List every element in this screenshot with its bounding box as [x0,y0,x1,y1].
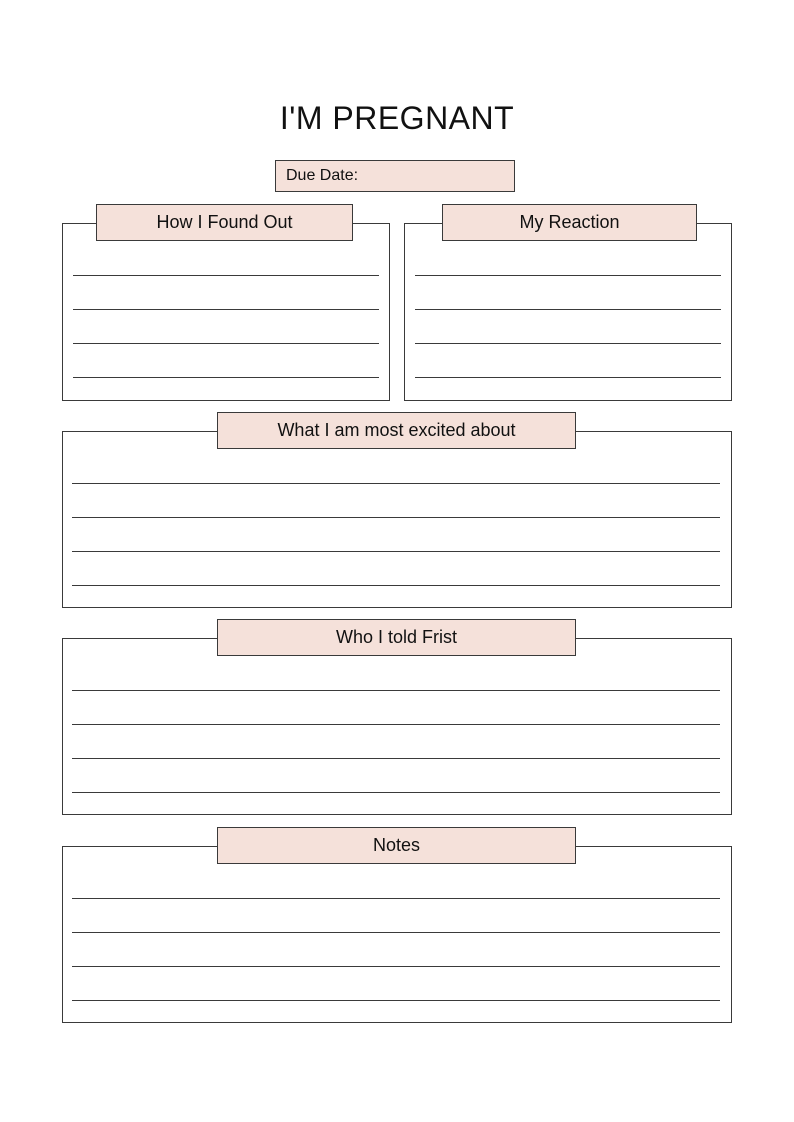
notes-header [217,827,576,864]
who-told-first-label: Who I told Frist [335,627,458,647]
how-found-out-header [96,204,353,241]
writing-line[interactable] [72,551,720,552]
writing-line[interactable] [415,377,721,378]
due-date-label: Due Date: [286,167,359,184]
writing-line[interactable] [72,932,720,933]
writing-line[interactable] [73,309,379,310]
writing-line[interactable] [72,966,720,967]
page-title: I'M PREGNANT [279,100,515,136]
writing-line[interactable] [72,724,720,725]
writing-line[interactable] [415,275,721,276]
notes-box [62,846,732,1023]
writing-line[interactable] [73,377,379,378]
writing-line[interactable] [415,309,721,310]
writing-line[interactable] [72,758,720,759]
writing-line[interactable] [72,483,720,484]
my-reaction-header [442,204,697,241]
my-reaction-label: My Reaction [519,212,620,232]
writing-line[interactable] [72,585,720,586]
most-excited-label: What I am most excited about [277,420,516,440]
who-told-first-box [62,638,732,815]
writing-line[interactable] [415,343,721,344]
writing-line[interactable] [72,517,720,518]
most-excited-box [62,431,732,608]
writing-line[interactable] [72,690,720,691]
writing-line[interactable] [72,792,720,793]
who-told-first-header [217,619,576,656]
my-reaction-box [404,223,732,401]
most-excited-header [217,412,576,449]
notes-label: Notes [372,835,421,855]
due-date-field[interactable] [275,160,515,192]
how-found-out-box [62,223,390,401]
writing-line[interactable] [73,343,379,344]
writing-line[interactable] [72,1000,720,1001]
writing-line[interactable] [73,275,379,276]
how-found-out-label: How I Found Out [156,212,293,232]
writing-line[interactable] [72,898,720,899]
